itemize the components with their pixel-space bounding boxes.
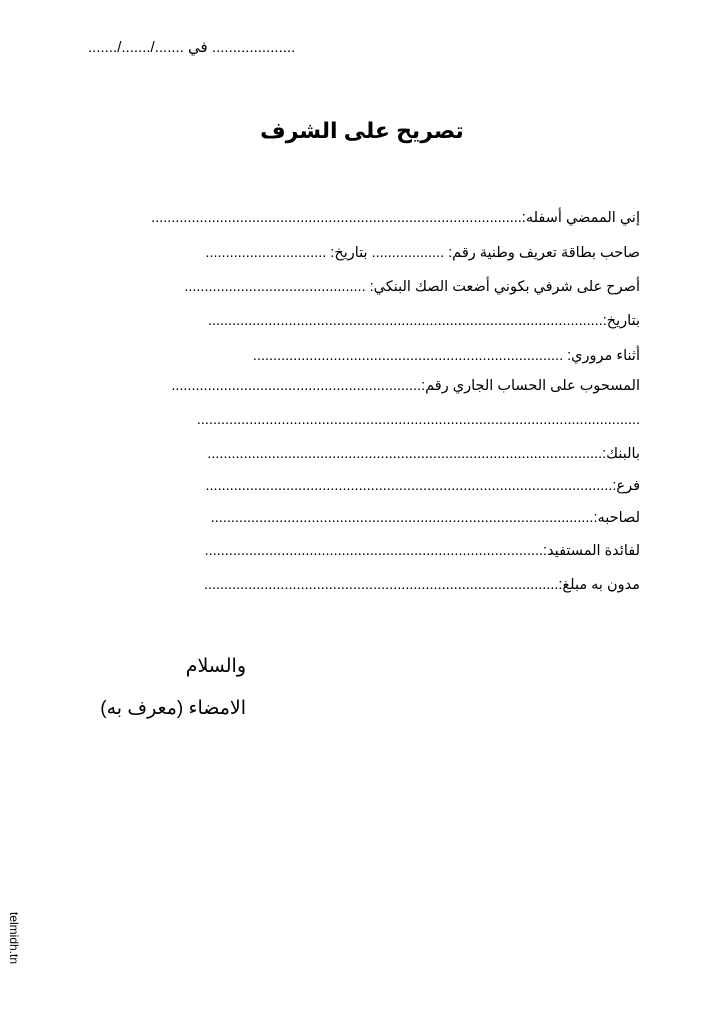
date-place-text: .......‪/.......‪/....... في .................... xyxy=(88,39,296,56)
signature-label: الامضاء (معرف به) xyxy=(100,698,246,719)
form-line-id-card: صاحب بطاقة تعريف وطنية رقم: .................. بتاريخ: .............................. xyxy=(205,245,640,261)
form-line-branch: فرع:..................................................................................................... xyxy=(205,478,640,494)
form-line-signer: إني الممضي أسفله:............................................................................................ xyxy=(151,210,640,226)
closing-salutation: والسلام xyxy=(185,656,246,677)
date-place-line xyxy=(88,38,295,56)
form-line-beneficiary: لفائدة المستفيد:.................................................................................... xyxy=(204,543,640,559)
form-line-continuation: .............................................................................................................. xyxy=(196,412,640,428)
watermark-text: telmidh.tn xyxy=(7,912,21,965)
form-line-amount: مدون به مبلغ:........................................................................................ xyxy=(203,577,640,593)
form-line-declaration: أصرح على شرفي بكوني أضعت الصك البنكي: ............................................. xyxy=(184,279,640,295)
form-line-account-holder: لصاحبه:............................................................................................... xyxy=(210,510,640,526)
form-line-loss-date: بتاريخ:.................................................................................................. xyxy=(207,313,640,329)
form-line-account-number: المسحوب على الحساب الجاري رقم:.............................................................. xyxy=(171,378,640,394)
form-line-bank: بالبنك:.................................................................................................. xyxy=(207,446,640,462)
page-title: تصريح على الشرف xyxy=(260,118,464,143)
form-line-while-passing: أثناء مروري: ............................................................................. xyxy=(252,348,640,364)
